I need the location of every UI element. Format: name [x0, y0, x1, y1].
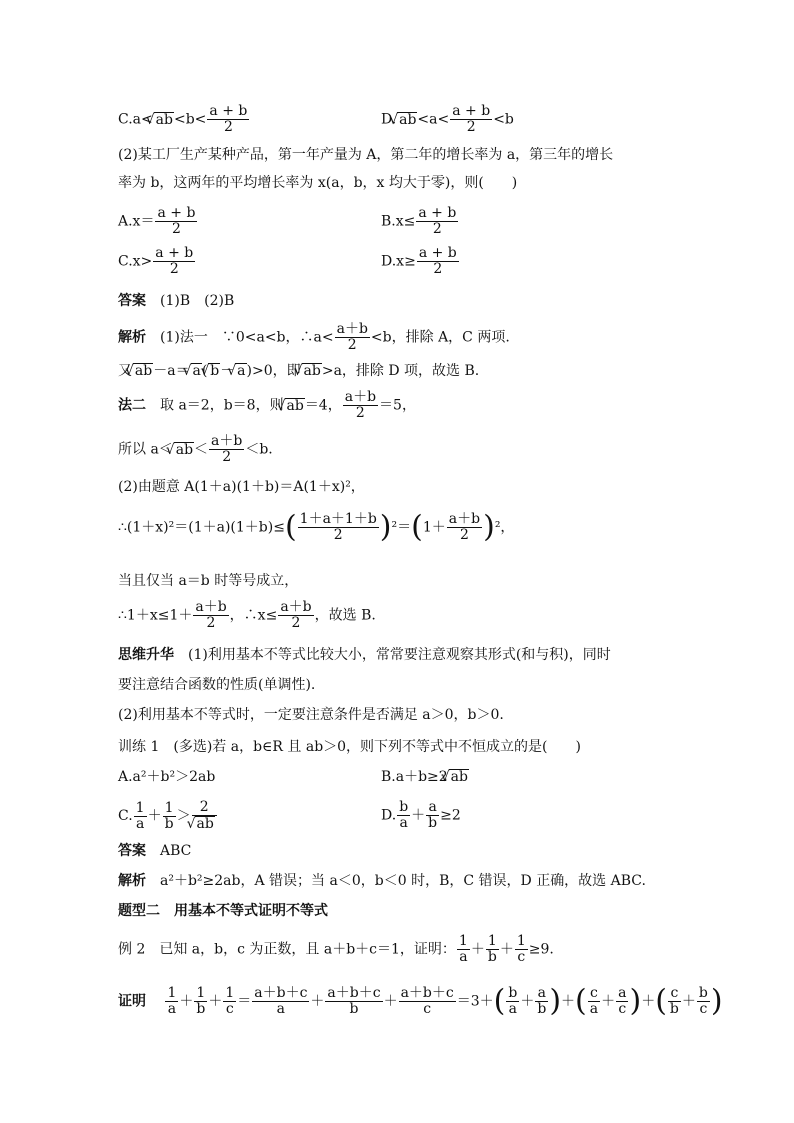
- thinking-line1: 思维升华 (1)利用基本不等式比较大小，常常要注意观察其形式(和与积)，同时: [118, 647, 611, 663]
- analysis-line3: 法二 取 a＝2，b＝8，则√ ab＝4， $\frac{a+b}{2}$ ＝5，: [118, 390, 416, 421]
- thinking-line2: 要注意结合函数的性质(单调性).: [118, 677, 316, 693]
- analysis-line6: ∴(1＋x)²＝(1＋a)(1＋b)≤( $\frac{1+a+1+b}{2}$ )²＝(1＋ $\frac{a+b}{2}$ )²，: [118, 509, 515, 545]
- training-option-c: C. $\frac{1}{a}$ ＋ $\frac{1}{b}$ ＞ 2 √ ab: [118, 800, 218, 832]
- analysis-line2: 又√ ab－a＝√ a(√ b－√ a)>0，即√ ab>a，排除 D 项，故选 B.: [118, 362, 479, 380]
- analysis-2: 解析 a²＋b²≥2ab，A 错误；当 a＜0，b＜0 时，B，C 错误，D 正确，故选 ABC.: [118, 873, 646, 889]
- example-2: 例 2 已知 a，b，c 为正数，且 a＋b＋c＝1，证明： $\frac{1}{a}$ ＋ $\frac{1}{b}$ ＋ $\frac{1}{c}$ ≥9.: [118, 933, 554, 965]
- q2-option-c: C.x> $\frac{a + b}{2}$: [118, 245, 194, 277]
- thinking-line3: (2)利用基本不等式时，一定要注意条件是否满足 a＞0，b＞0.: [118, 707, 504, 723]
- q1-option-d: D.√ ab<a< $\frac{a + b}{2}$ <b: [381, 104, 514, 135]
- training-option-a: A.a²＋b²＞2ab: [118, 769, 216, 785]
- training-option-b: B.a＋b≥2√ ab: [381, 768, 469, 786]
- q2-stem-line1: (2)某工厂生产某种产品，第一年产量为 A，第二年的增长率为 a，第三年的增长: [118, 147, 614, 163]
- analysis-line4: 所以 a＜√ ab＜ $\frac{a+b}{2}$ ＜b.: [118, 434, 273, 465]
- training-option-d: D. $\frac{b}{a}$ ＋ $\frac{a}{b}$ ≥2: [381, 799, 461, 831]
- q2-stem-line2: 率为 b，这两年的平均增长率为 x(a，b，x 均大于零)，则( ): [118, 175, 518, 191]
- answer-2: 答案 ABC: [118, 843, 192, 859]
- analysis-line8: ∴1＋x≤1＋ $\frac{a+b}{2}$ ，∴x≤ $\frac{a+b}{2}$ ，故选 B.: [118, 599, 376, 631]
- analysis-line1: 解析 (1)法一 ∵0<a<b，∴a< $\frac{a+b}{2}$ <b，排除 A，C 两项.: [118, 321, 510, 353]
- q1-option-c: C.a<√ ab<b< $\frac{a + b}{2}$: [118, 104, 250, 135]
- answer-1: 答案 (1)B (2)B: [118, 293, 235, 309]
- section-title: 题型二 用基本不等式证明不等式: [118, 903, 328, 919]
- analysis-line5: (2)由题意 A(1＋a)(1＋b)＝A(1＋x)²，: [118, 479, 365, 495]
- q2-option-b: B.x≤ $\frac{a + b}{2}$: [381, 205, 457, 237]
- training-stem: 训练 1 (多选)若 a，b∈R 且 ab＞0，则下列不等式中不恒成立的是( ): [118, 739, 581, 755]
- analysis-line7: 当且仅当 a＝b 时等号成立，: [118, 573, 299, 589]
- q2-option-a: A.x＝ $\frac{a + b}{2}$: [118, 205, 196, 237]
- q2-option-d: D.x≥ $\frac{a + b}{2}$: [381, 245, 457, 277]
- proof-line: 证明 $\frac{1}{a}$ ＋ $\frac{1}{b}$ ＋ $\frac{1}{c}$ ＝ $\frac{a+b+c}{a}$ ＋ $\frac{a+b+c}{b}$ ＋ $\frac{a+b+c}{c}$ ＝3＋( $\frac{b}{a}$ ＋ $\frac{a}{b}$ )＋( $\frac{c}{a}$ ＋ $\frac{a}{c}$ )＋( $\frac{c}{b}$ ＋ $\frac{b}{c}$ ): [118, 983, 723, 1019]
